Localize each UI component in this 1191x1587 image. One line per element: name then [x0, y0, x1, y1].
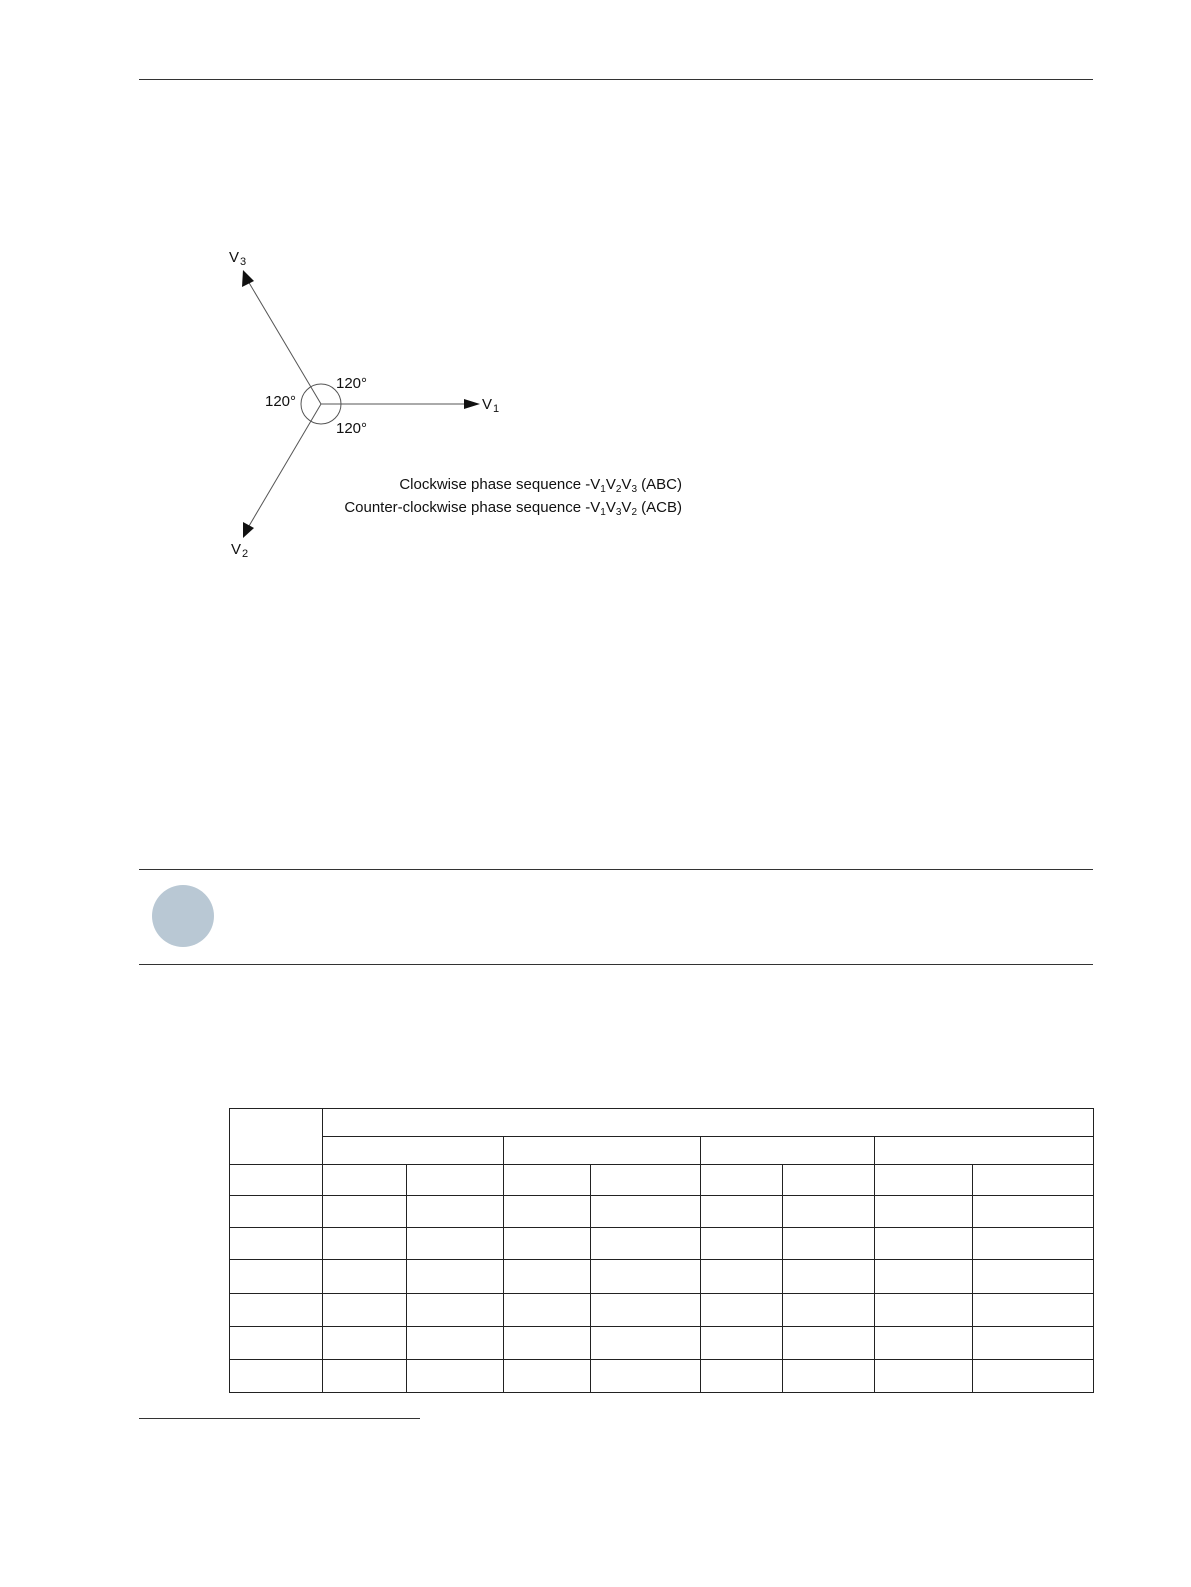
table-cell	[504, 1294, 591, 1327]
table-cell	[875, 1165, 973, 1196]
table-row	[230, 1327, 1094, 1360]
table-cell	[591, 1327, 701, 1360]
table-cell	[875, 1196, 973, 1228]
table-cell	[701, 1260, 783, 1294]
table-cell	[701, 1196, 783, 1228]
table-cell	[504, 1165, 591, 1196]
table-cell	[504, 1260, 591, 1294]
table-cell	[783, 1196, 875, 1228]
table-cell	[973, 1294, 1094, 1327]
table-cell	[591, 1360, 701, 1393]
table-cell	[875, 1260, 973, 1294]
table-header-cell	[230, 1109, 323, 1165]
table-cell	[230, 1196, 323, 1228]
table-cell	[407, 1165, 504, 1196]
table-row	[230, 1196, 1094, 1228]
table-header-cell	[323, 1109, 1094, 1137]
table-cell	[230, 1228, 323, 1260]
table-cell	[783, 1228, 875, 1260]
table-body	[230, 1165, 1094, 1393]
table-cell	[973, 1260, 1094, 1294]
table-row	[230, 1165, 1094, 1196]
angle-label-left: 120°	[265, 393, 297, 410]
caption-clockwise: Clockwise phase sequence $-V_1V_2V_3$ (ABC)	[399, 476, 682, 495]
table-cell	[504, 1196, 591, 1228]
table-cell	[323, 1360, 407, 1393]
table-cell	[973, 1327, 1094, 1360]
table-cell	[407, 1228, 504, 1260]
table-cell	[591, 1260, 701, 1294]
table-cell	[230, 1327, 323, 1360]
table-subheader-cell	[875, 1137, 1094, 1165]
table-cell	[230, 1165, 323, 1196]
table-cell	[591, 1196, 701, 1228]
table-cell	[504, 1360, 591, 1393]
table-cell	[323, 1165, 407, 1196]
table-cell	[407, 1196, 504, 1228]
vector-v1-arrowhead	[464, 399, 480, 409]
table-cell	[323, 1327, 407, 1360]
data-table	[229, 1108, 1094, 1393]
note-bottom-rule	[139, 964, 1093, 965]
table-cell	[407, 1360, 504, 1393]
table-cell	[591, 1165, 701, 1196]
table-row	[230, 1294, 1094, 1327]
table-subheader-row	[230, 1137, 1094, 1165]
table-cell	[323, 1196, 407, 1228]
note-top-rule	[139, 869, 1093, 870]
table-cell	[783, 1327, 875, 1360]
table-subheader-cell	[504, 1137, 701, 1165]
table-cell	[701, 1327, 783, 1360]
caption-counterclockwise: Counter-clockwise phase sequence $-V_1V_3V_2$ (ACB)	[344, 499, 682, 518]
table-cell	[875, 1327, 973, 1360]
table-cell	[783, 1294, 875, 1327]
table-subheader-cell	[323, 1137, 504, 1165]
table-cell	[504, 1327, 591, 1360]
table-cell	[230, 1360, 323, 1393]
table-cell	[701, 1294, 783, 1327]
table-cell	[875, 1228, 973, 1260]
angle-label-bottom: 120°	[336, 420, 368, 437]
table-cell	[591, 1228, 701, 1260]
table-cell	[407, 1327, 504, 1360]
label-v1: $V_1$	[482, 396, 500, 415]
table-cell	[230, 1294, 323, 1327]
label-v3: $V_3$	[229, 249, 247, 268]
table-cell	[701, 1228, 783, 1260]
table-subheader-cell	[701, 1137, 875, 1165]
vector-v3-arrowhead	[242, 270, 254, 287]
table-row	[230, 1360, 1094, 1393]
table-cell	[973, 1165, 1094, 1196]
vector-v3-line	[248, 281, 321, 404]
table-cell	[323, 1294, 407, 1327]
table-row	[230, 1228, 1094, 1260]
table-cell	[407, 1260, 504, 1294]
table-cell	[323, 1260, 407, 1294]
table-cell	[407, 1294, 504, 1327]
angle-label-top: 120°	[336, 375, 368, 392]
label-v2: $V_2$	[231, 541, 249, 560]
vector-v2-line	[249, 404, 321, 526]
table-row	[230, 1260, 1094, 1294]
table-cell	[504, 1228, 591, 1260]
table-cell	[323, 1228, 407, 1260]
phasor-diagram	[0, 0, 1191, 600]
vector-v2-arrowhead	[243, 522, 254, 538]
table-cell	[591, 1294, 701, 1327]
table-cell	[973, 1360, 1094, 1393]
table-cell	[701, 1360, 783, 1393]
note-info-icon	[152, 885, 214, 947]
table-cell	[875, 1360, 973, 1393]
table-cell	[783, 1165, 875, 1196]
table-cell	[701, 1165, 783, 1196]
table-cell	[875, 1294, 973, 1327]
table-header-row	[230, 1109, 1094, 1137]
table-cell	[973, 1228, 1094, 1260]
footnote-rule	[139, 1418, 420, 1419]
table-cell	[230, 1260, 323, 1294]
table-cell	[783, 1260, 875, 1294]
table-cell	[973, 1196, 1094, 1228]
table-cell	[783, 1360, 875, 1393]
